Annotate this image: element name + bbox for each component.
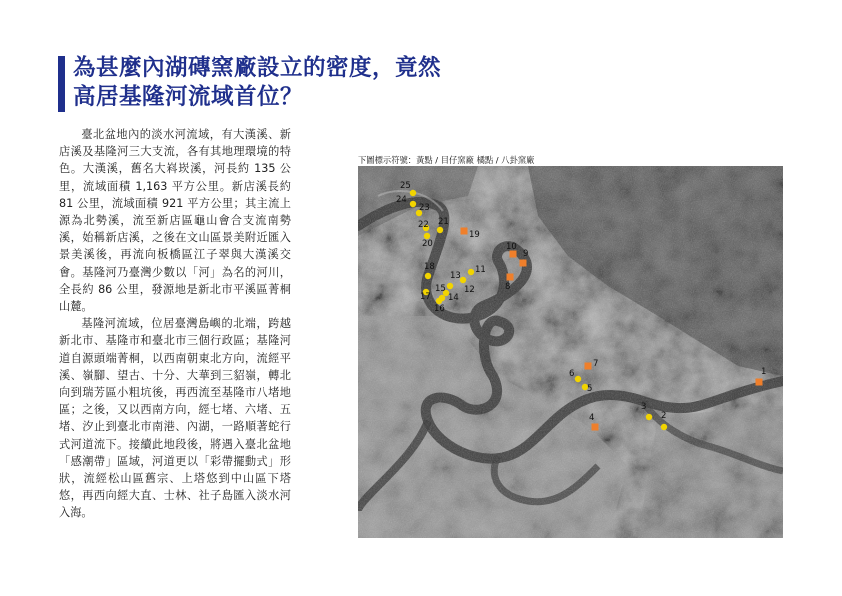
- orange-kiln-dot: [461, 228, 468, 235]
- yellow-kiln-dot: [437, 227, 443, 233]
- kiln-marker-label: 5: [587, 384, 593, 394]
- kiln-marker-label: 18: [424, 262, 435, 272]
- kiln-marker-label: 22: [418, 220, 429, 230]
- kiln-marker-label: 24: [396, 195, 407, 205]
- title-accent-bar: [58, 56, 65, 112]
- kiln-marker-label: 23: [419, 203, 430, 213]
- kiln-marker-label: 4: [589, 413, 595, 423]
- yellow-kiln-dot: [468, 269, 474, 275]
- body-text: [59, 126, 291, 522]
- kiln-marker-22: [418, 220, 429, 231]
- yellow-kiln-dot: [447, 283, 453, 289]
- kiln-marker-label: 17: [420, 292, 431, 302]
- yellow-kiln-dot: [575, 376, 581, 382]
- kiln-marker-label: 19: [469, 230, 480, 240]
- kiln-marker-label: 13: [450, 271, 461, 281]
- kiln-marker-label: 14: [448, 293, 459, 303]
- paragraph-1: 臺北盆地內的淡水河流域，有大漢溪、新店溪及基隆河三大支流，各有其地理環境的特色。大漢溪，舊名大嵙崁溪，河長約 135 公里，流域面積 1,163 平方公里。新店溪長約 81 公里，流域面積 921 平方公里；其主流上源為北勢溪，流至新店區龜山會合支流南勢溪，始稱新店溪，之後在文山區景美附近匯入景美溪後，再流向板橋區江子翠與大漢溪交會。基隆河乃臺灣少數以「河」為名的河川，全長約 86 公里，發源地是新北市平溪區菁桐山麓。: [59, 128, 291, 314]
- kiln-marker-2: [661, 411, 667, 430]
- kiln-marker-label: 16: [434, 304, 445, 314]
- kiln-marker-label: 9: [523, 249, 529, 259]
- orange-kiln-dot: [592, 424, 599, 431]
- paragraph-2: 基隆河流域，位居臺灣島嶼的北端，跨越新北市、基隆市和臺北市三個行政區；基隆河道自源頭端菁桐，以西南朝東北方向，流經平溪、嶺腳、望古、十分、大華到三貂嶺，轉北向到瑞芳區小粗坑後，再西流至基隆市八堵地區；之後，又以西南方向，經七堵、六堵、五堵、汐止到臺北市南港、內湖，一路順著蛇行式河道流下。接續此地段後，將遇入臺北盆地「感潮帶」區域，河道更以「彩帶擺動式」形狀，流經松山區舊宗、上塔悠到中山區下塔悠，再西向經大直、士林、社子島匯入淡水河入海。: [59, 317, 291, 520]
- kiln-marker-label: 15: [435, 284, 446, 294]
- kiln-marker-label: 8: [505, 282, 511, 292]
- kiln-marker-label: 25: [400, 181, 411, 191]
- kiln-marker-label: 3: [641, 402, 647, 412]
- aerial-photo-map: [358, 166, 783, 538]
- map-legend-caption: 下圖標示符號：黃點 / 目仔窯廠 橘點 / 八卦窯廠: [358, 155, 535, 165]
- orange-kiln-dot: [520, 260, 527, 267]
- kiln-marker-label: 20: [422, 239, 433, 249]
- kiln-marker-label: 11: [475, 265, 486, 275]
- kiln-marker-label: 7: [593, 359, 599, 369]
- title-line-2: 高居基隆河流域首位？: [73, 84, 304, 110]
- yellow-kiln-dot: [425, 273, 431, 279]
- kiln-marker-label: 6: [569, 369, 575, 379]
- kiln-marker-label: 2: [661, 411, 667, 421]
- kiln-marker-label: 12: [464, 285, 475, 295]
- orange-kiln-dot: [585, 363, 592, 370]
- yellow-kiln-dot: [661, 424, 667, 430]
- title-line-1: 為甚麼內湖磚窯廠設立的密度，竟然: [73, 55, 442, 81]
- aerial-photo-svg: [358, 166, 783, 538]
- orange-kiln-dot: [756, 379, 763, 386]
- kiln-marker-label: 21: [438, 217, 449, 227]
- kiln-marker-label: 10: [506, 242, 517, 252]
- orange-kiln-dot: [507, 274, 514, 281]
- yellow-kiln-dot: [410, 201, 416, 207]
- page-title: [73, 54, 441, 112]
- yellow-kiln-dot: [646, 414, 652, 420]
- kiln-marker-label: 1: [761, 367, 767, 377]
